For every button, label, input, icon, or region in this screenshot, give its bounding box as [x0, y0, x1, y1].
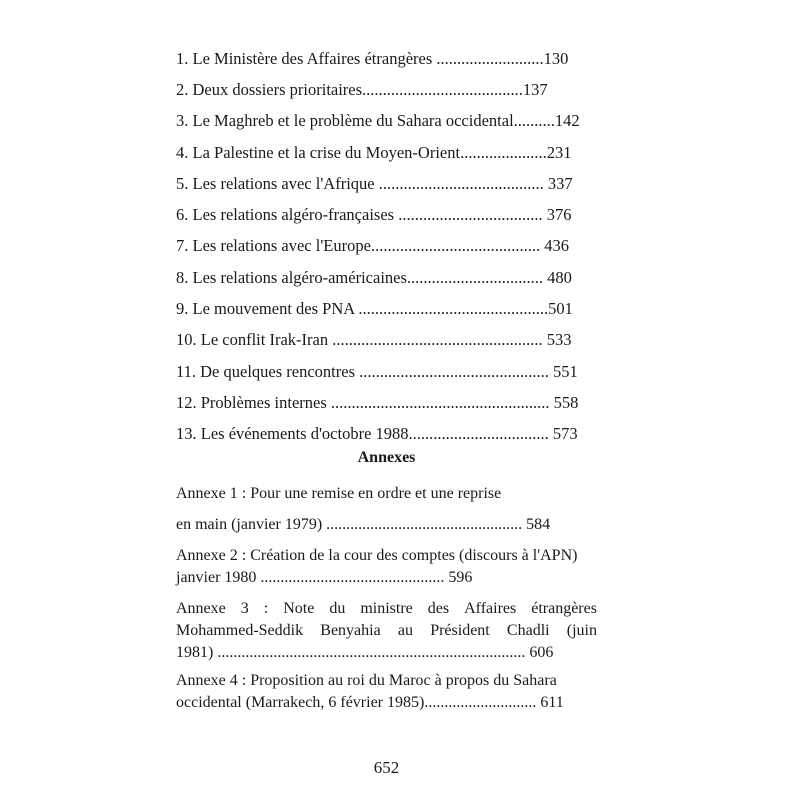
- annex-1-line-2: en main (janvier 1979) ................................................. 584: [176, 516, 551, 533]
- word: (juin: [566, 622, 597, 639]
- word: Président: [430, 622, 490, 639]
- annexes-heading: Annexes: [357, 449, 416, 466]
- word: au: [397, 622, 413, 639]
- toc-entry-5: 5. Les relations avec l'Afrique ........................................ 337: [176, 174, 573, 193]
- word: étrangères: [531, 600, 597, 617]
- word: Annexe: [176, 600, 226, 617]
- annex-1-line-1: Annexe 1 : Pour une remise en ordre et une reprise: [176, 485, 502, 502]
- annex-3-line-1: [176, 597, 597, 621]
- toc-entry-11: 11. De quelques rencontres .............................................. 551: [176, 362, 578, 381]
- toc-entry-2: 2. Deux dossiers prioritaires.......................................137: [176, 80, 548, 99]
- annex-4-line-2: occidental (Marrakech, 6 février 1985)............................ 611: [176, 694, 564, 711]
- toc-entry-4: 4. La Palestine et la crise du Moyen-Orient.....................231: [176, 143, 572, 162]
- annex-3-line-2: [176, 619, 597, 643]
- word: ministre: [360, 600, 413, 617]
- toc-entry-6: 6. Les relations algéro-françaises ................................... 376: [176, 205, 572, 224]
- toc-entry-9: 9. Le mouvement des PNA ..............................................501: [176, 299, 573, 318]
- word: :: [263, 600, 269, 617]
- toc-entry-8: 8. Les relations algéro-américaines................................. 480: [176, 268, 572, 287]
- word: Note: [283, 600, 315, 617]
- annex-3-line-3: 1981) ............................................................................. 606: [176, 644, 554, 661]
- toc-entry-10: 10. Le conflit Irak-Iran ................................................... 533: [176, 330, 572, 349]
- toc-entry-12: 12. Problèmes internes ..................................................... 558: [176, 393, 579, 412]
- toc-entry-1: 1. Le Ministère des Affaires étrangères ..........................130: [176, 49, 569, 68]
- annex-2-line-1: Annexe 2 : Création de la cour des comptes (discours à l'APN): [176, 547, 578, 564]
- annex-2-line-2: janvier 1980 .............................................. 596: [176, 569, 473, 586]
- word: du: [329, 600, 346, 617]
- toc-entry-3: 3. Le Maghreb et le problème du Sahara occidental..........142: [176, 111, 580, 130]
- word: des: [427, 600, 450, 617]
- toc-entry-7: 7. Les relations avec l'Europe......................................... 436: [176, 236, 569, 255]
- toc-entry-13: 13. Les événements d'octobre 1988.................................. 573: [176, 424, 578, 443]
- page-number: 652: [373, 758, 400, 777]
- word: Chadli: [506, 622, 550, 639]
- annex-4-line-1: Annexe 4 : Proposition au roi du Maroc à propos du Sahara: [176, 672, 557, 689]
- word: 3: [240, 600, 249, 617]
- word: Benyahia: [320, 622, 381, 639]
- word: Mohammed-Seddik: [176, 622, 304, 639]
- word: Affaires: [464, 600, 517, 617]
